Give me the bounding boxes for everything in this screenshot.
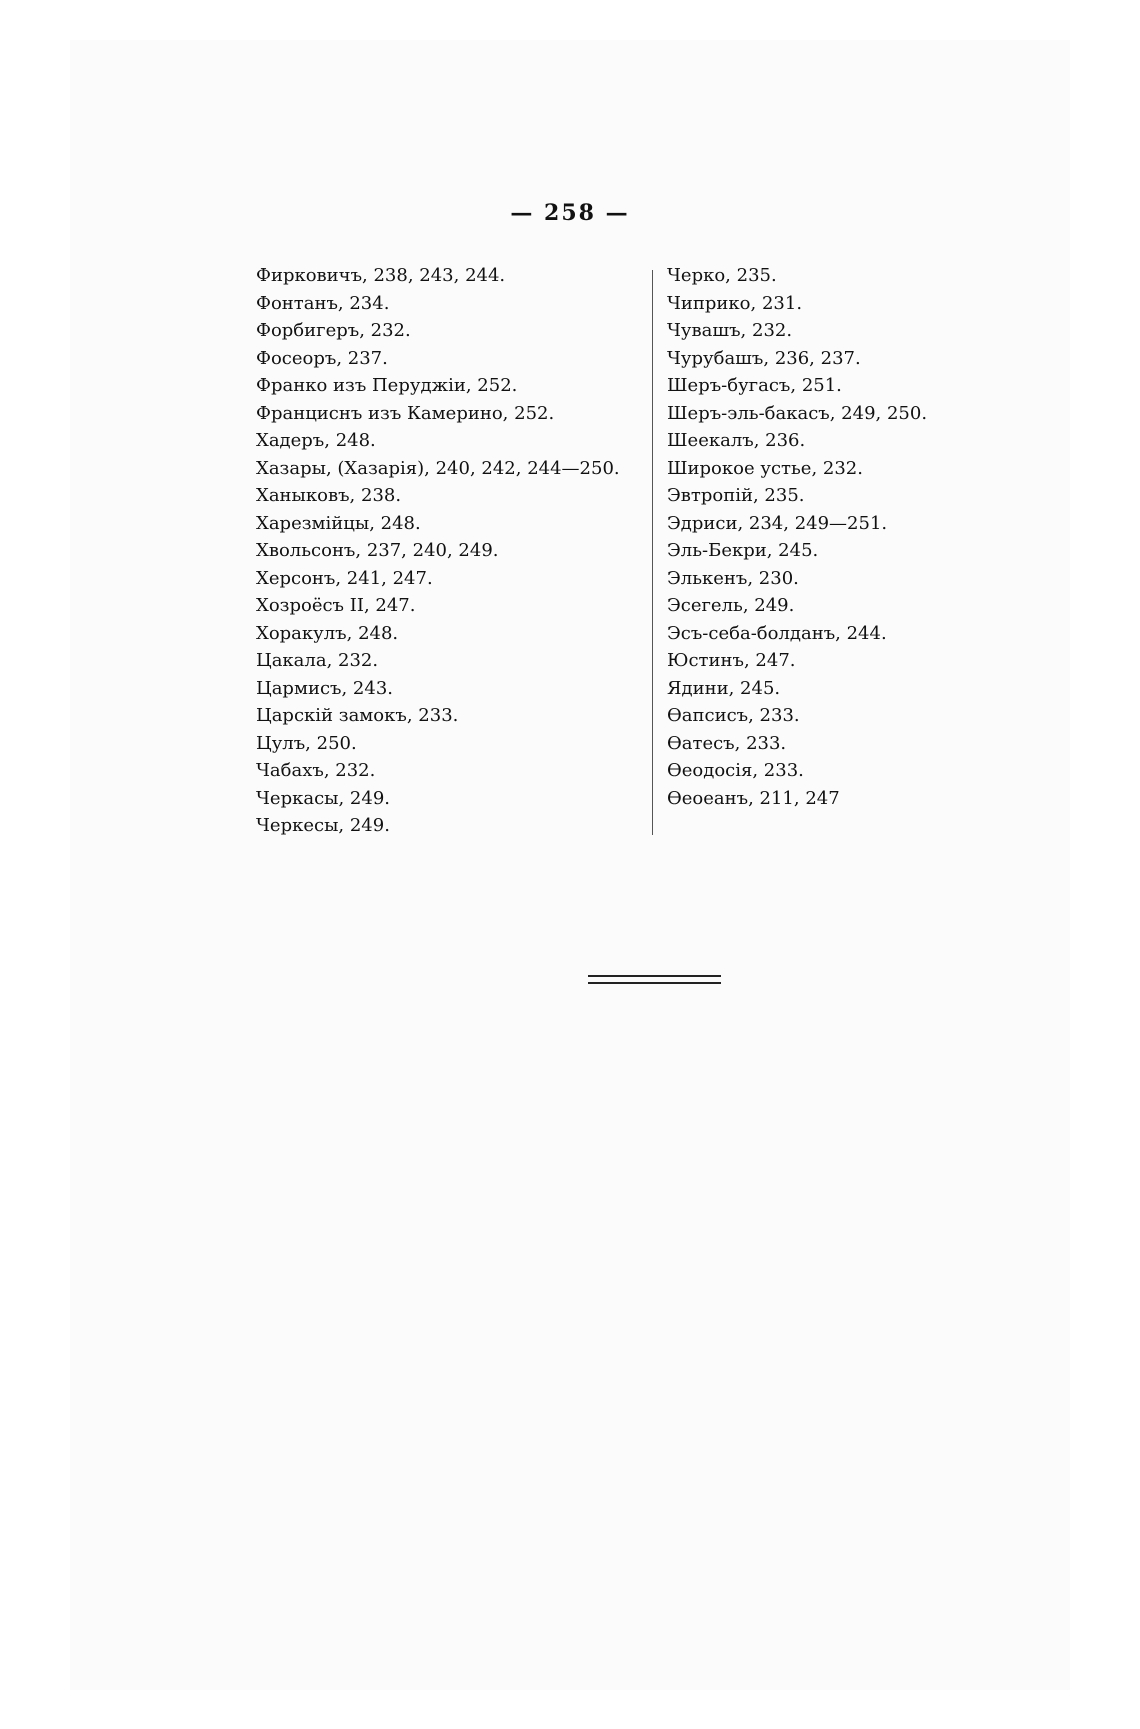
index-entry: Харезмійцы, 248. <box>256 512 421 534</box>
index-entry: Эдриси, 234, 249—251. <box>667 512 888 534</box>
index-entry: Цармисъ, 243. <box>256 677 394 699</box>
page-number: — 258 — <box>510 200 630 226</box>
index-entry: Чиприко, 231. <box>667 292 803 314</box>
index-entry: Хадеръ, 248. <box>256 430 376 451</box>
index-entry: Франциснъ изъ Камерино, 252. <box>256 402 555 424</box>
index-entry: Өапсисъ, 233. <box>667 705 800 726</box>
end-double-rule <box>588 975 721 984</box>
index-entry: Форбигеръ, 232. <box>256 320 411 341</box>
index-entry: Өатесъ, 233. <box>667 732 787 754</box>
index-entry: Эсъ-себа-болданъ, 244. <box>667 622 887 644</box>
index-entry: Херсонъ, 241, 247. <box>256 567 433 589</box>
index-column-left <box>256 262 656 840</box>
index-entry: Фонтанъ, 234. <box>256 292 390 314</box>
index-entry: Фирковичъ, 238, 243, 244. <box>256 265 506 286</box>
index-entry: Элькенъ, 230. <box>667 567 799 589</box>
index-entry: Широкое устье, 232. <box>667 457 863 479</box>
index-entry: Шеекалъ, 236. <box>667 430 806 451</box>
index-entry: Цулъ, 250. <box>256 732 357 754</box>
index-entry: Чувашъ, 232. <box>667 320 793 341</box>
index-entry: Өеодосія, 233. <box>667 760 804 781</box>
index-entry: Черкесы, 249. <box>256 815 390 836</box>
index-entry: Ханыковъ, 238. <box>256 485 402 506</box>
index-entry: Чабахъ, 232. <box>256 760 376 781</box>
index-entry: Фосеоръ, 237. <box>256 347 388 369</box>
index-entry: Эвтропій, 235. <box>667 485 805 506</box>
column-divider <box>652 270 653 835</box>
index-entry: Франко изъ Перуджіи, 252. <box>256 375 518 396</box>
index-entry: Ядини, 245. <box>667 677 781 699</box>
index-entry: Чурубашъ, 236, 237. <box>667 347 861 369</box>
index-entry: Хвольсонъ, 237, 240, 249. <box>256 540 499 561</box>
index-entry: Эль-Бекри, 245. <box>667 540 819 561</box>
index-entry: Царскій замокъ, 233. <box>256 705 459 726</box>
index-entry: Цакала, 232. <box>256 650 379 671</box>
index-entry: Черкасы, 249. <box>256 787 390 809</box>
index-entry: Юстинъ, 247. <box>667 650 796 671</box>
index-entry: Черко, 235. <box>667 265 777 286</box>
index-entry: Эсегель, 249. <box>667 595 795 616</box>
index-entry: Хозроёсъ II, 247. <box>256 595 416 616</box>
index-entry: Хазары, (Хазарія), 240, 242, 244—250. <box>256 457 620 479</box>
index-column-right <box>667 262 967 812</box>
index-entry: Шеръ-эль-бакасъ, 249, 250. <box>667 402 928 424</box>
index-entry: Хоракулъ, 248. <box>256 622 399 644</box>
index-entry: Шеръ-бугасъ, 251. <box>667 375 842 396</box>
index-entry: Өеоеанъ, 211, 247 <box>667 787 840 809</box>
